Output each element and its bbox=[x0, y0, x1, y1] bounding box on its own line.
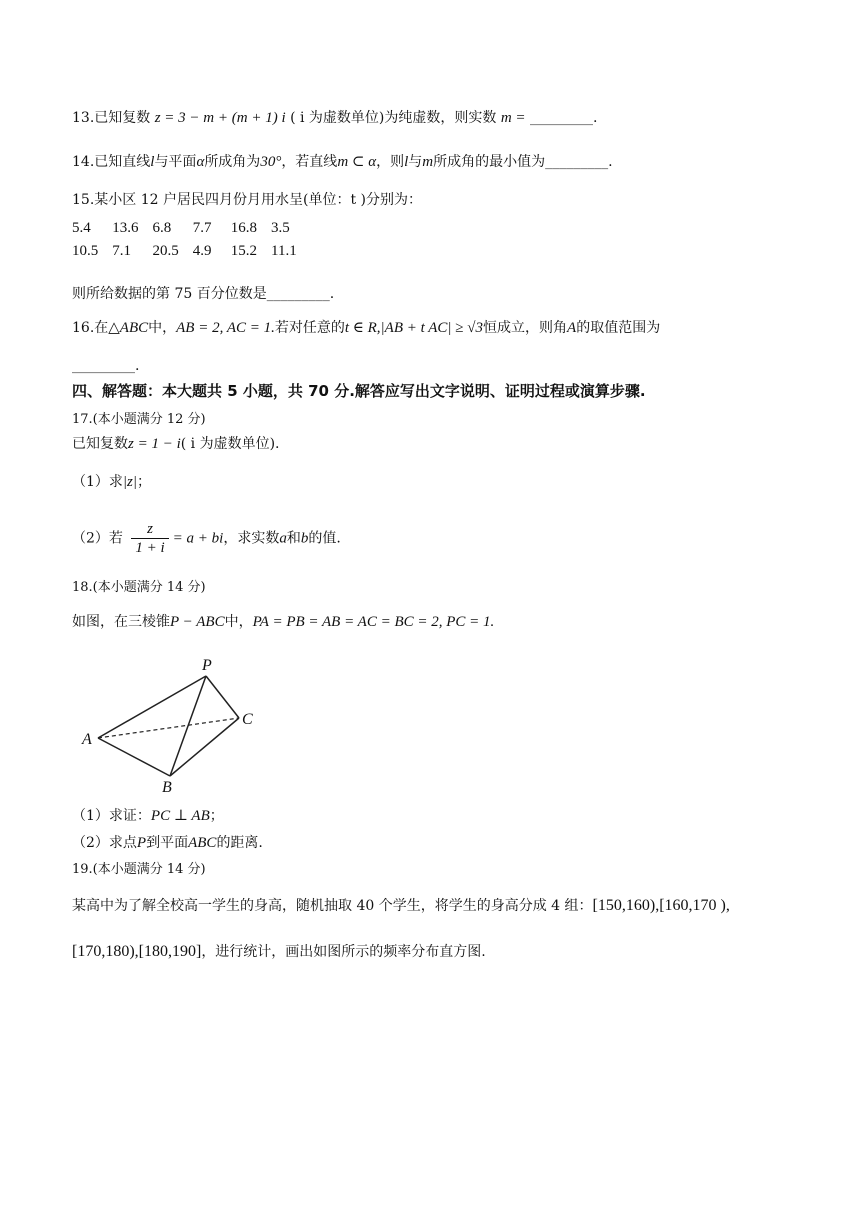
question-17-part-1 bbox=[72, 472, 820, 492]
question-17-head bbox=[72, 410, 820, 430]
q17-p2-eq: = a + bi bbox=[172, 530, 224, 547]
q13-formula: z = 3 − m + (m + 1) i bbox=[154, 110, 286, 126]
q17-p1-b: ； bbox=[137, 474, 152, 490]
q18-p2-b: 到平面 bbox=[146, 835, 189, 851]
q17-p1-a: （1）求 bbox=[72, 474, 123, 490]
question-18-part-1 bbox=[72, 806, 820, 826]
q17-formula: z = 1 − i bbox=[128, 436, 181, 452]
question-16 bbox=[72, 318, 820, 338]
q14-t3: 所成角为 bbox=[204, 154, 261, 170]
q17-p2-d: 的值. bbox=[308, 530, 341, 547]
table-cell: 11.1 bbox=[271, 243, 297, 259]
q18-p1-b: ； bbox=[209, 808, 224, 824]
fraction bbox=[131, 520, 168, 557]
q13-var: m = bbox=[500, 110, 526, 126]
q19-intervals-1: [150,160),[160,170 ), bbox=[592, 897, 730, 914]
q17-p2-c: 和 bbox=[286, 530, 301, 547]
q19-intervals-2: [170,180),[180,190] bbox=[72, 943, 202, 960]
q14-t7: 所成角的最小值为 bbox=[433, 154, 546, 170]
q19-line2: ，进行统计，画出如图所示的频率分布直方图. bbox=[201, 944, 486, 960]
table-cell: 16.8 bbox=[230, 220, 257, 236]
q17-p2-a: （2）若 bbox=[72, 530, 123, 547]
q15-stem: 15.某小区 12 户居民四月份月用水呈(单位：t )分别为： bbox=[72, 192, 422, 208]
q17-p2-b: ，求实数 bbox=[223, 530, 280, 547]
q18-p2-a: （2）求点 bbox=[72, 835, 137, 851]
table-row bbox=[72, 243, 311, 266]
q18-formula-2: PA = PB = AB = AC = BC = 2, PC = 1. bbox=[252, 614, 495, 630]
q18-p2-formula: ABC bbox=[188, 835, 217, 851]
q14-t5: ，则 bbox=[376, 154, 405, 170]
q16-t: t ∈ R, bbox=[344, 320, 381, 336]
q17-stem-a: 已知复数 bbox=[72, 436, 128, 452]
question-14 bbox=[72, 152, 820, 172]
q14-l2: l bbox=[404, 154, 409, 170]
edge-PA bbox=[98, 676, 206, 738]
question-17-part-2 bbox=[72, 520, 820, 560]
q14-t6: 与 bbox=[408, 154, 423, 170]
q16-blank: _________. bbox=[72, 358, 140, 374]
q16-t3: 若对任意的 bbox=[274, 320, 345, 336]
q14-l1: l bbox=[150, 154, 155, 170]
q15-data-table bbox=[72, 220, 311, 266]
q18-p1-a: （1）求证： bbox=[72, 808, 151, 824]
q18-p1-formula: PC ⊥ AB bbox=[150, 808, 210, 824]
q18-head: 18.(本小题满分 14 分) bbox=[72, 580, 206, 595]
q18-stem-b: 中， bbox=[224, 614, 253, 630]
question-19-line-1 bbox=[72, 896, 820, 916]
q16-t4: 恒成立，则角 bbox=[483, 320, 568, 336]
q17-stem-b: ( i 为虚数单位). bbox=[180, 436, 280, 452]
question-18-part-2 bbox=[72, 833, 820, 853]
q16-t2: 中， bbox=[148, 320, 177, 336]
vertex-label-C: C bbox=[242, 711, 253, 728]
q19-head: 19.(本小题满分 14 分) bbox=[72, 862, 206, 877]
question-18-stem bbox=[72, 612, 820, 632]
q18-p2-c: 的距离. bbox=[216, 835, 263, 851]
table-row bbox=[72, 220, 311, 243]
q18-formula-1: P − ABC bbox=[170, 614, 225, 630]
q15-ask: 则所给数据的第 75 百分位数是_________. bbox=[72, 286, 335, 302]
question-19-head bbox=[72, 860, 820, 880]
q16-t5: 的取值范围为 bbox=[576, 320, 661, 336]
q14-alpha: α bbox=[196, 154, 205, 170]
q13-blank: _________. bbox=[530, 110, 598, 126]
q14-blank: _________. bbox=[545, 154, 613, 170]
q14-deg: 30° bbox=[260, 154, 282, 170]
q17-head: 17.(本小题满分 12 分) bbox=[72, 412, 206, 427]
q16-A: A bbox=[567, 320, 577, 336]
question-16-blank bbox=[72, 356, 820, 376]
q17-p1-formula: |z| bbox=[122, 474, 138, 490]
vertex-label-P: P bbox=[202, 657, 212, 674]
table-cell: 3.5 bbox=[271, 220, 290, 236]
q13-prefix: 13.已知复数 bbox=[72, 110, 151, 126]
q16-vector-inequality: |AB + t AC| ≥ √3 bbox=[380, 320, 484, 336]
q16-cond: AB = 2, AC = 1. bbox=[176, 320, 275, 336]
section-4-heading bbox=[72, 381, 820, 401]
q14-t4: ，若直线 bbox=[281, 154, 338, 170]
q17-p2-var-a: a bbox=[279, 530, 287, 547]
question-18-head bbox=[72, 578, 820, 598]
question-17-stem bbox=[72, 434, 820, 454]
section-4-text: 四、解答题：本大题共 5 小题，共 70 分.解答应写出文字说明、证明过程或演算步骤. bbox=[72, 382, 646, 400]
table-cell: 10.5 bbox=[72, 243, 99, 259]
q19-line1: 某高中为了解全校高一学生的身高，随机抽取 40 个学生，将学生的身高分成 4 组： bbox=[72, 898, 593, 914]
table-cell: 20.5 bbox=[152, 243, 179, 259]
question-13 bbox=[72, 108, 820, 128]
q16-tri: △ABC bbox=[108, 320, 149, 336]
table-cell: 6.8 bbox=[152, 220, 172, 236]
table-cell: 7.1 bbox=[112, 243, 131, 259]
q14-m: m bbox=[422, 154, 434, 170]
q14-t1: 14.已知直线 bbox=[72, 154, 151, 170]
q17-p2-var-b: b bbox=[300, 530, 309, 547]
table-cell: 5.4 bbox=[72, 220, 91, 236]
edge-AB bbox=[98, 738, 170, 776]
table-cell: 13.6 bbox=[112, 220, 139, 236]
tetrahedron-figure bbox=[76, 652, 276, 792]
table-cell: 4.9 bbox=[192, 243, 212, 259]
question-15-stem bbox=[72, 190, 820, 210]
vertex-label-B: B bbox=[162, 779, 172, 792]
fraction-numerator: z bbox=[131, 520, 168, 539]
edge-PC bbox=[206, 676, 239, 718]
table-cell: 7.7 bbox=[192, 220, 212, 236]
q14-t2: 与平面 bbox=[154, 154, 197, 170]
q14-cond: m ⊂ α bbox=[337, 154, 377, 170]
vertex-label-A: A bbox=[82, 731, 92, 748]
q16-prefix: 16.在 bbox=[72, 320, 109, 336]
q18-stem-a: 如图，在三棱锥 bbox=[72, 614, 170, 630]
question-15-ask bbox=[72, 284, 820, 304]
question-19-line-2 bbox=[72, 942, 820, 962]
table-cell: 15.2 bbox=[230, 243, 257, 259]
q18-p2-P: P bbox=[136, 835, 147, 851]
q13-text: ( i 为虚数单位)为纯虚数，则实数 bbox=[290, 110, 497, 126]
fraction-denominator: 1 + i bbox=[135, 540, 165, 556]
